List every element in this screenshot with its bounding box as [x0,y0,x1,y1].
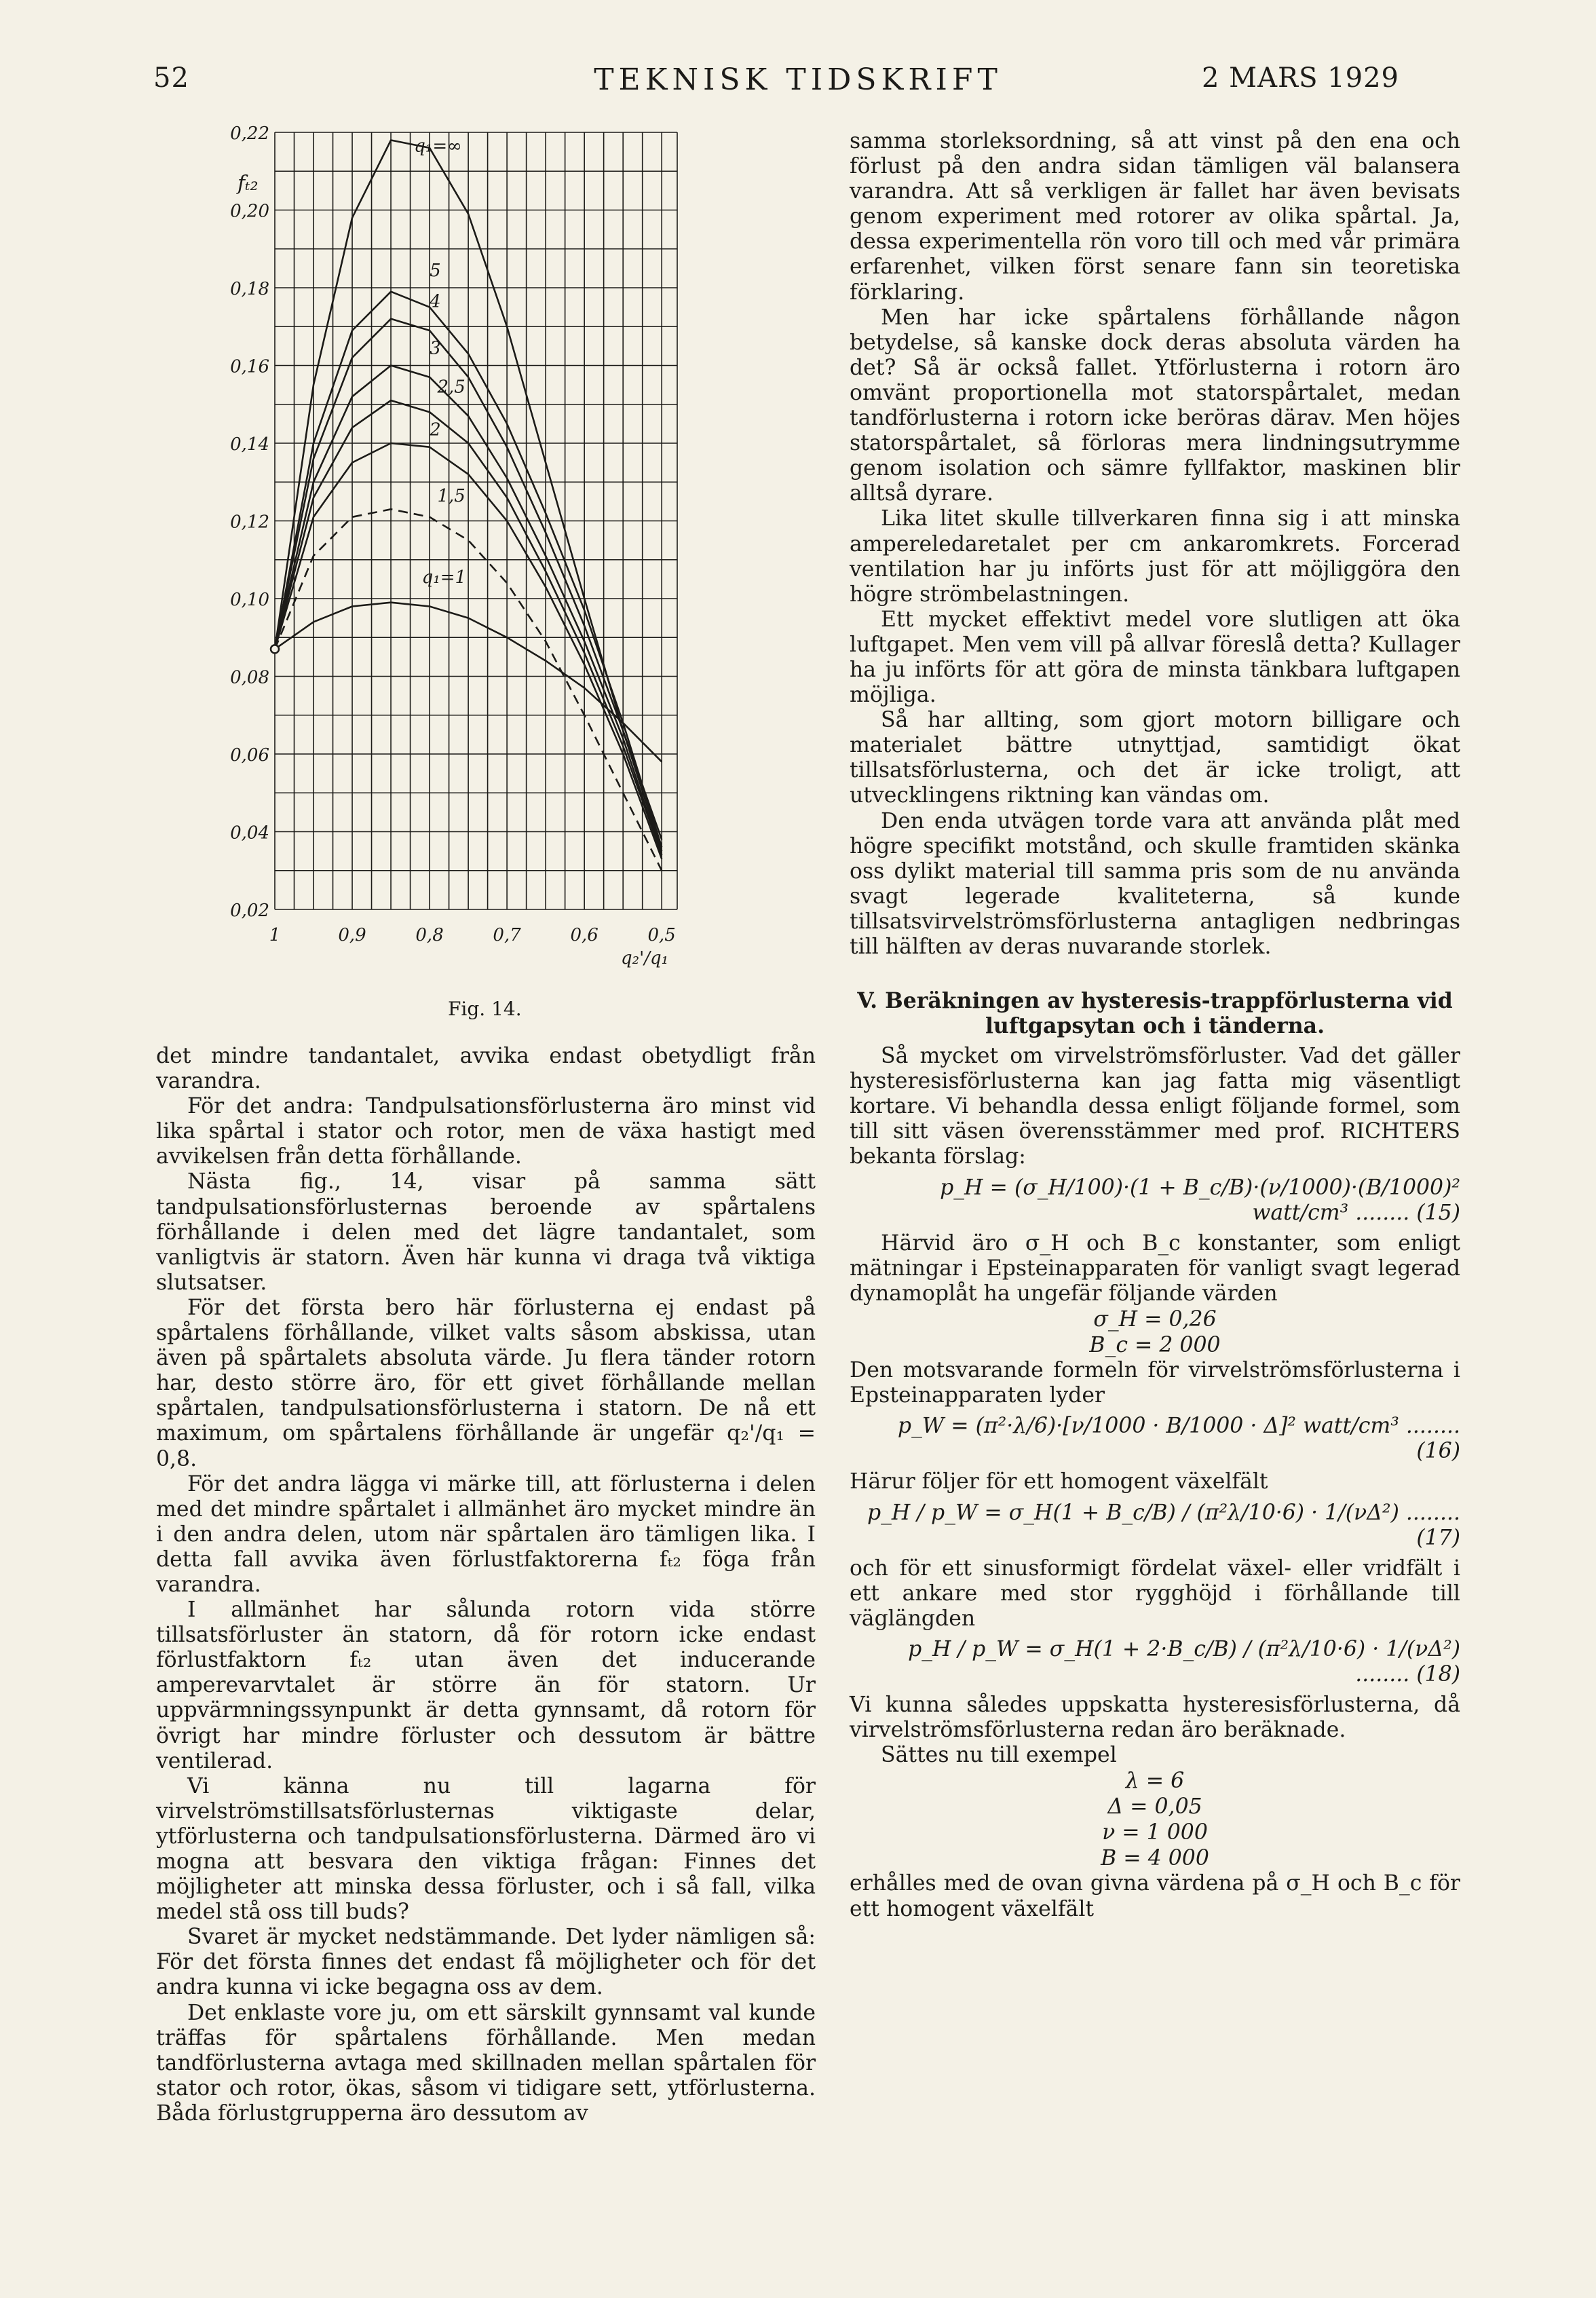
x-tick-label: 0,5 [647,925,676,945]
formula-15: p_H = (σ_H/100)·(1 + B_c/B)·(ν/1000)·(B/1000)² watt/cm³ ........ (15) [940,1175,1460,1225]
y-tick-label: 0,16 [230,356,269,377]
series-label: q₁=1 [421,567,467,588]
paragraph: Härur följer för ett homogent växelfält [850,1469,1268,1494]
value-bc: B_c = 2 000 [1089,1333,1221,1358]
series-label: 3 [430,338,441,359]
paragraph: Den motsvarande formeln för virvelströmsförlusterna i Epsteinapparaten lyder [850,1358,1460,1408]
value-delta: Δ = 0,05 [1107,1794,1202,1820]
paragraph: Så har allting, som gjort motorn billigare och materialet bättre utnyttjad, samtidigt ökat tillsatsförlusterna, och det är icke troligt, att utvecklingens riktning kan vändas om. [850,708,1460,808]
paragraph: Sättes nu till exempel [881,1743,1117,1768]
series-label: 2 [430,419,441,440]
origin-point [271,645,279,653]
paragraph: För det andra lägga vi märke till, att förlusterna i delen med det mindre spårtalet i allmänhet äro mycket mindre än i den andra delen, utom när spårtalen äro tämligen lika. I detta fall avvika även förlustfaktorerna fₜ₂ föga från varandra. [156,1471,816,1597]
formula-17: p_H / p_W = σ_H(1 + B_c/B) / (π²λ/10·6) · 1/(νΔ²) ........ (17) [867,1500,1460,1550]
y-tick-label: 0,04 [230,823,269,844]
y-tick-label: 0,14 [230,434,269,455]
x-tick-label: 0,9 [338,925,366,945]
paragraph: Den enda utvägen torde vara att använda plåt med högre specifikt motstånd, och skulle framtiden skänka oss dylikt material till samma pris som de nu använda svagt legerade kvaliteterna, så kunde tillsatsvirvelströmsförlusterna antagligen nedbringas till hälften av deras nuvarande storlek. [850,808,1460,959]
paragraph: För det första bero här förlusterna ej endast på spårtalens förhållande, vilket valts såsom abskissa, utan även på spårtalets absoluta värde. Ju flera tänder rotorn har, desto större äro, för ett givet förhållande mellan spårtalen, tandpulsationsförlusterna i statorn. De nå ett maximum, om spårtalens förhållande är ungefär q₂'/q₁ = 0,8. [156,1295,816,1471]
paragraph: det mindre tandantalet, avvika endast obetydligt från varandra. [156,1044,816,1094]
y-tick-label: 0,12 [230,512,269,533]
paragraph: Vi känna nu till lagarna för virvelströmstillsatsförlusternas viktigaste delar, ytförlusterna och tandpulsationsförlusterna. Därmed äro vi mogna att besvara den viktiga frågan: Finnes det möjligheter att minska dessa förluster, och i så fall, vilka medel stå oss till buds? [156,1773,816,1925]
issue-date: 2 MARS 1929 [1201,62,1399,94]
right-column [850,129,1460,1922]
series-label: 1,5 [437,485,466,506]
formula-18: p_H / p_W = σ_H(1 + 2·B_c/B) / (π²λ/10·6) · 1/(νΔ²) ........ (18) [908,1636,1460,1687]
paragraph: Nästa fig., 14, visar på samma sätt tandpulsationsförlusternas beroende av spårtalens förhållande i delen med det lägre tandantalet, som vanligtvis är statorn. Även här kunna vi draga två viktiga slutsatser. [156,1169,816,1295]
paragraph: samma storleksordning, så att vinst på den ena och förlust på den andra sidan tämligen väl balansera varandra. Att så verkligen är fallet har även bevisats genom experiment med rotorer av olika spårtal. Ja, dessa experimentella rön voro till och med vår primära erfarenhet, vilken först senare fann sin teoretiska förklaring. [850,129,1460,305]
y-tick-label: 0,10 [230,590,269,610]
y-tick-label: 0,06 [230,745,269,766]
left-column [156,1044,816,2126]
paragraph: Vi kunna således uppskatta hysteresisförlusterna, då virvelströmsförlusterna redan äro beräknade. [850,1693,1460,1743]
y-axis-label: fₜ₂ [238,172,259,195]
y-tick-label: 0,02 [230,901,269,921]
section-heading: V. Beräkningen av hysteresis-trappförlusterna vid luftgapsytan och i tänderna. [857,988,1453,1039]
paragraph: och för ett sinusformigt fördelat växel- eller vridfält i ett ankare med stor rygghöjd i förhållande till väglängden [850,1556,1460,1631]
page-number: 52 [153,62,189,94]
chart-series [271,140,662,871]
paragraph: För det andra: Tandpulsationsförlusterna äro minst vid lika spårtal i stator och rotor, men de växa hastigt med avvikelsen från detta förhållande. [156,1094,816,1169]
y-tick-label: 0,22 [230,124,269,144]
value-b: B = 4 000 [1101,1846,1209,1871]
series-label: 2,5 [437,377,466,398]
paragraph: Men har icke spårtalens förhållande någon betydelse, så kanske dock deras absoluta värden ha det? Så är också fallet. Ytförlusterna i rotorn äro omvänt proportionella mot statorspårtalet, medan tandförlusterna i rotorn icke beröras därav. Men höjes statorspårtalet, så förloras mera lindningsutrymme genom isolation och sämre fyllfaktor, maskinen blir alltså dyrare. [850,305,1460,506]
y-tick-label: 0,20 [230,201,269,222]
y-tick-label: 0,08 [230,667,269,688]
journal-title: TEKNISK TIDSKRIFT [594,62,1002,97]
value-nu: ν = 1 000 [1102,1820,1208,1845]
paragraph: Härvid äro σ_H och B_c konstanter, som enligt mätningar i Epsteinapparaten för vanligt svagt legerad dynamoplåt ha ungefär följande värden [850,1230,1460,1306]
paragraph: Så mycket om virvelströmsförluster. Vad det gäller hysteresisförlusterna kan jag fatta mig väsentligt kortare. Vi behandla dessa enligt följande formel, som till sitt väsen överensstämmer med prof. RICHTERS bekanta förslag: [850,1044,1460,1169]
x-tick-label: 0,8 [415,925,444,945]
chart-grid [275,132,677,909]
paragraph: Lika litet skulle tillverkaren finna sig i att minska ampereledaretalet per cm ankaromkrets. Forcerad ventilation har ju införts just för att möjliggöra den högre strömbelastningen. [850,506,1460,607]
paragraph: Ett mycket effektivt medel vore slutligen att öka luftgapet. Men vem vill på allvar föreslå detta? Kullager ha ju införts för att göra de minsta tänkbara luftgapen möjliga. [850,607,1460,708]
series-label: q₁=∞ [414,136,462,157]
series-label: 5 [430,260,441,281]
x-axis-label: q₂'/q₁ [621,948,669,968]
y-tick-labels [230,124,269,921]
fig14-chart [204,122,746,977]
paragraph: erhålles med de ovan givna värdena på σ_H och B_c för ett homogent växelfält [850,1871,1460,1921]
paragraph: Det enklaste vore ju, om ett särskilt gynnsamt val kunde träffas för spårtalens förhållande. Men medan tandförlusterna avtaga med skillnaden mellan spårtalen för stator och rotor, ökas, såsom vi tidigare sett, ytförlusterna. Båda förlustgrupperna äro dessutom av [156,2000,816,2126]
x-tick-label: 0,7 [493,925,521,945]
y-tick-label: 0,18 [230,279,269,299]
formula-16: p_W = (π²·λ/6)·[ν/1000 · B/1000 · Δ]² watt/cm³ ........ (16) [897,1414,1460,1464]
value-sigma-h: σ_H = 0,26 [1093,1307,1217,1332]
series-labels [414,136,466,588]
x-tick-label: 1 [269,925,281,945]
figure-caption: Fig. 14. [448,998,522,1020]
value-lambda: λ = 6 [1125,1769,1185,1794]
x-tick-label: 0,6 [570,925,598,945]
paragraph: Svaret är mycket nedstämmande. Det lyder nämligen så: För det första finnes det endast få möjligheter och för det andra kunna vi icke begagna oss av dem. [156,1925,816,2000]
paragraph: I allmänhet har sålunda rotorn vida större tillsatsförluster än statorn, då för rotorn icke endast förlustfaktorn fₜ₂ utan även det inducerande amperevarvtalet är större än för statorn. Ur uppvärmningssynpunkt är detta gynnsamt, då rotorn för övrigt har mindre förluster och dessutom är bättre ventilerad. [156,1598,816,1773]
x-tick-labels [269,925,676,945]
series-label: 4 [430,291,441,312]
